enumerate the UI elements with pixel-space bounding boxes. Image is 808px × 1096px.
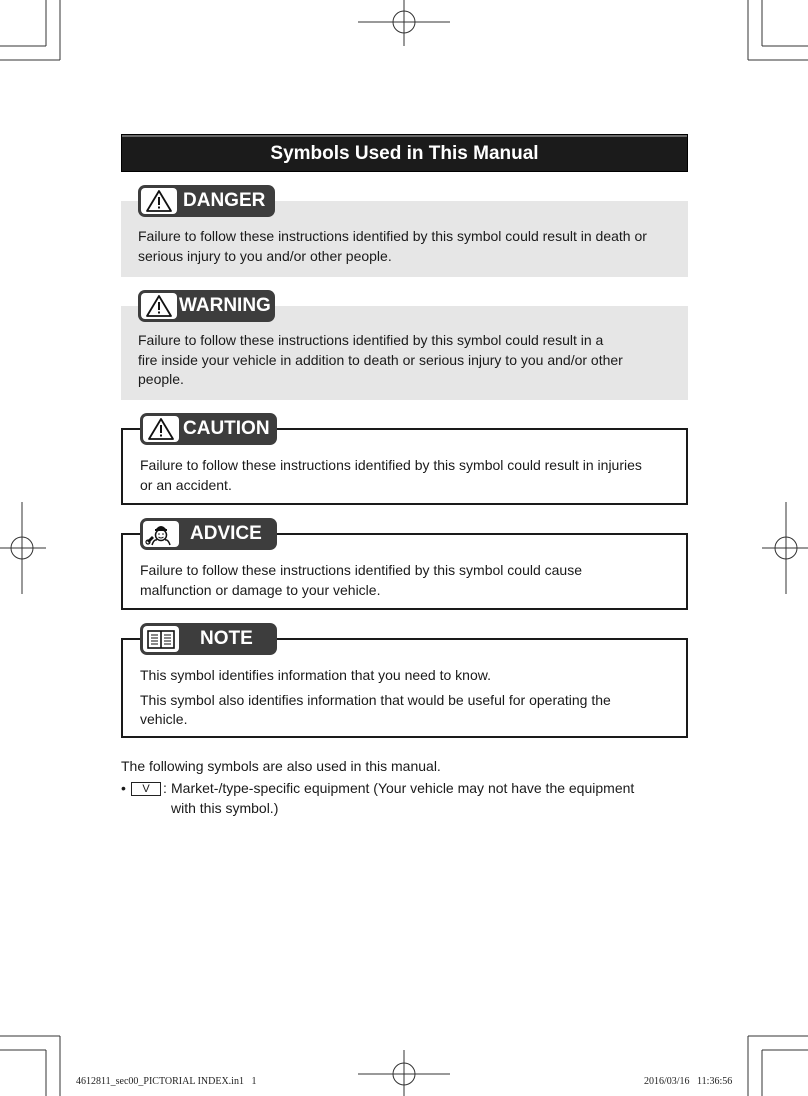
danger-text-line-1: Failure to follow these instructions identified by this symbol could result in death or	[138, 228, 647, 244]
warning-text-line-2: fire inside your vehicle in addition to death or serious injury to you and/or other	[138, 351, 623, 368]
advice-text-line-1: Failure to follow these instructions identified by this symbol could cause	[140, 562, 582, 578]
following-symbols-text: The following symbols are also used in this manual.	[121, 758, 441, 774]
warning-triangle-icon	[141, 293, 177, 319]
advice-label	[140, 518, 277, 550]
bullet-text-line-1: Market-/type-specific equipment (Your vehicle may not have the equipment	[171, 780, 635, 796]
bullet-colon: :	[163, 780, 167, 796]
footer-timestamp: 2016/03/16 11:36:56	[644, 1076, 733, 1087]
caution-text-line-1: Failure to follow these instructions identified by this symbol could result in injuries	[140, 457, 642, 473]
bullet-text-line-2: with this symbol.)	[171, 799, 279, 816]
market-specific-symbol: V	[131, 782, 161, 796]
warning-label	[138, 290, 275, 322]
danger-label	[138, 185, 275, 217]
note-text-2-line-1: This symbol also identifies information that would be useful for operating the	[140, 691, 611, 708]
advice-label-text: ADVICE	[190, 523, 262, 544]
danger-label-text: DANGER	[183, 190, 266, 211]
warning-label-text: WARNING	[179, 295, 271, 316]
danger-text-line-2: serious injury to you and/or other people.	[138, 247, 392, 264]
note-text-1: This symbol identifies information that you need to know.	[140, 667, 491, 683]
warning-text-line-3: people.	[138, 371, 184, 387]
caution-label	[140, 413, 277, 445]
note-label-text: NOTE	[200, 628, 253, 649]
note-text-2-line-2: vehicle.	[140, 711, 188, 727]
footer-file-info: 4612811_sec00_PICTORIAL INDEX.in1 1	[76, 1076, 257, 1087]
page-title: Symbols Used in This Manual	[121, 134, 688, 172]
advice-text-line-2: malfunction or damage to your vehicle.	[140, 581, 381, 598]
warning-triangle-icon	[141, 188, 177, 214]
warning-text-line-1: Failure to follow these instructions identified by this symbol could result in a	[138, 332, 604, 348]
bullet-mark: •	[121, 780, 126, 796]
warning-triangle-icon	[143, 416, 179, 442]
caution-label-text: CAUTION	[183, 418, 270, 439]
mechanic-icon	[143, 521, 179, 547]
open-book-icon	[143, 626, 179, 652]
note-label	[140, 623, 277, 655]
caution-text-line-2: or an accident.	[140, 476, 232, 493]
